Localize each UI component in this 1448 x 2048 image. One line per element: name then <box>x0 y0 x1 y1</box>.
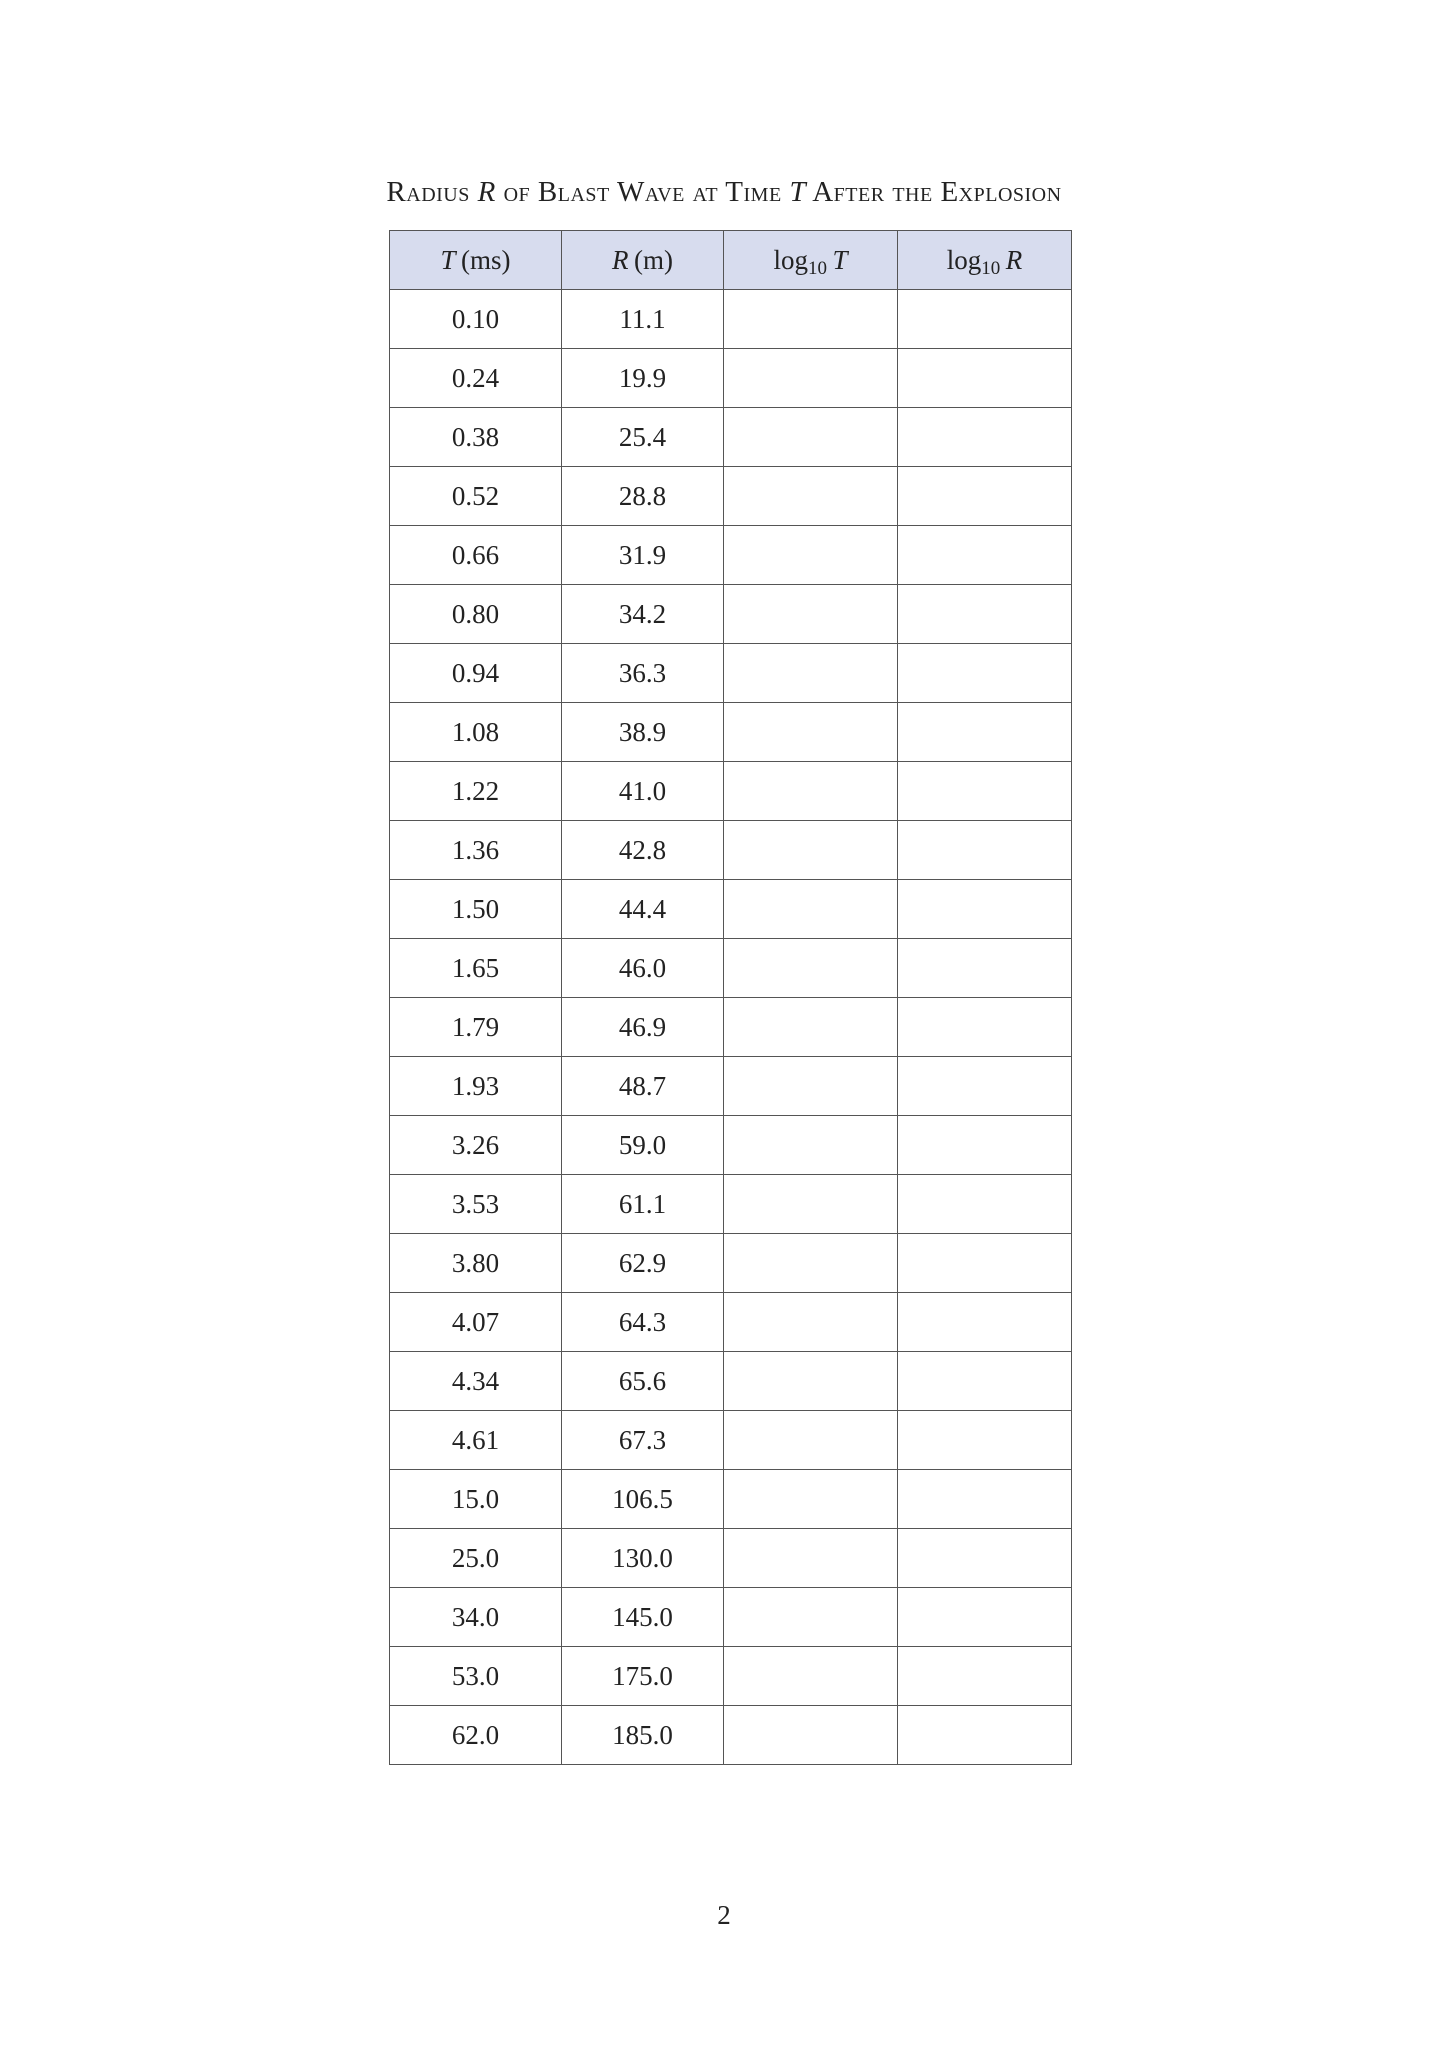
header-r <box>562 231 724 290</box>
cell-log-t[interactable] <box>724 526 898 585</box>
cell-log-t[interactable] <box>724 408 898 467</box>
cell-t: 1.65 <box>390 939 562 998</box>
table-row <box>390 467 1072 526</box>
cell-r: 67.3 <box>562 1411 724 1470</box>
cell-log-r[interactable] <box>898 644 1072 703</box>
cell-r: 19.9 <box>562 349 724 408</box>
cell-t: 1.50 <box>390 880 562 939</box>
table-row <box>390 703 1072 762</box>
cell-log-r[interactable] <box>898 1352 1072 1411</box>
cell-log-t[interactable] <box>724 467 898 526</box>
cell-log-r[interactable] <box>898 998 1072 1057</box>
cell-log-t[interactable] <box>724 703 898 762</box>
table-row <box>390 1234 1072 1293</box>
cell-log-r[interactable] <box>898 1706 1072 1765</box>
cell-log-t[interactable] <box>724 1706 898 1765</box>
cell-r: 65.6 <box>562 1352 724 1411</box>
cell-log-r[interactable] <box>898 1470 1072 1529</box>
cell-log-t[interactable] <box>724 349 898 408</box>
cell-log-t[interactable] <box>724 1647 898 1706</box>
header-log-t-func: log <box>773 244 809 275</box>
cell-t: 0.52 <box>390 467 562 526</box>
cell-log-r[interactable] <box>898 467 1072 526</box>
table-row <box>390 880 1072 939</box>
cell-r: 64.3 <box>562 1293 724 1352</box>
cell-r: 48.7 <box>562 1057 724 1116</box>
cell-r: 185.0 <box>562 1706 724 1765</box>
cell-t: 0.66 <box>390 526 562 585</box>
table-row <box>390 1647 1072 1706</box>
cell-log-r[interactable] <box>898 880 1072 939</box>
cell-log-t[interactable] <box>724 1234 898 1293</box>
cell-t: 3.26 <box>390 1116 562 1175</box>
table-row <box>390 644 1072 703</box>
cell-r: 28.8 <box>562 467 724 526</box>
table-row <box>390 1293 1072 1352</box>
header-t-var: T <box>440 244 456 275</box>
cell-log-t[interactable] <box>724 1293 898 1352</box>
header-t <box>390 231 562 290</box>
cell-t: 4.07 <box>390 1293 562 1352</box>
cell-log-r[interactable] <box>898 762 1072 821</box>
cell-log-r[interactable] <box>898 821 1072 880</box>
cell-log-t[interactable] <box>724 290 898 349</box>
cell-t: 1.22 <box>390 762 562 821</box>
cell-log-t[interactable] <box>724 939 898 998</box>
header-log-r-sub: 10 <box>981 257 1001 279</box>
table-header-row <box>390 231 1072 290</box>
table-row <box>390 939 1072 998</box>
cell-log-r[interactable] <box>898 1411 1072 1470</box>
title-part1: Radius <box>386 176 478 208</box>
page-number: 2 <box>717 1900 731 1930</box>
table-row <box>390 1529 1072 1588</box>
table-row <box>390 1175 1072 1234</box>
table-row <box>390 762 1072 821</box>
cell-t: 1.93 <box>390 1057 562 1116</box>
table-row <box>390 290 1072 349</box>
cell-t: 0.94 <box>390 644 562 703</box>
cell-r: 106.5 <box>562 1470 724 1529</box>
cell-r: 62.9 <box>562 1234 724 1293</box>
header-r-var: R <box>612 244 629 275</box>
cell-r: 36.3 <box>562 644 724 703</box>
cell-r: 130.0 <box>562 1529 724 1588</box>
cell-t: 0.38 <box>390 408 562 467</box>
cell-r: 25.4 <box>562 408 724 467</box>
cell-log-r[interactable] <box>898 1647 1072 1706</box>
cell-log-t[interactable] <box>724 1411 898 1470</box>
cell-log-r[interactable] <box>898 349 1072 408</box>
table-row <box>390 526 1072 585</box>
cell-log-t[interactable] <box>724 1588 898 1647</box>
cell-log-t[interactable] <box>724 1175 898 1234</box>
table-row <box>390 349 1072 408</box>
header-t-unit: (ms) <box>460 244 511 275</box>
table-row <box>390 998 1072 1057</box>
header-log-t-var: T <box>832 244 848 275</box>
cell-log-t[interactable] <box>724 1352 898 1411</box>
cell-t: 1.08 <box>390 703 562 762</box>
cell-log-r[interactable] <box>898 939 1072 998</box>
cell-t: 34.0 <box>390 1588 562 1647</box>
cell-t: 0.24 <box>390 349 562 408</box>
cell-t: 3.53 <box>390 1175 562 1234</box>
cell-r: 46.9 <box>562 998 724 1057</box>
cell-log-t[interactable] <box>724 1470 898 1529</box>
blast-wave-table <box>389 230 1072 1765</box>
cell-log-r[interactable] <box>898 526 1072 585</box>
cell-log-r[interactable] <box>898 585 1072 644</box>
cell-r: 59.0 <box>562 1116 724 1175</box>
table-title <box>0 176 1448 209</box>
cell-log-t[interactable] <box>724 644 898 703</box>
cell-log-t[interactable] <box>724 762 898 821</box>
cell-t: 15.0 <box>390 1470 562 1529</box>
cell-log-r[interactable] <box>898 1234 1072 1293</box>
cell-r: 145.0 <box>562 1588 724 1647</box>
cell-log-r[interactable] <box>898 703 1072 762</box>
cell-log-r[interactable] <box>898 290 1072 349</box>
cell-t: 4.34 <box>390 1352 562 1411</box>
cell-log-t[interactable] <box>724 1116 898 1175</box>
table-row <box>390 1352 1072 1411</box>
cell-r: 31.9 <box>562 526 724 585</box>
table-body <box>390 290 1072 1765</box>
title-part2: of Blast Wave at Time <box>495 176 790 208</box>
header-log-r <box>898 231 1072 290</box>
header-log-r-var: R <box>1005 244 1023 275</box>
cell-t: 53.0 <box>390 1647 562 1706</box>
header-log-r-func: log <box>946 244 982 275</box>
table-row <box>390 1057 1072 1116</box>
cell-log-t[interactable] <box>724 1057 898 1116</box>
table-row <box>390 408 1072 467</box>
cell-log-t[interactable] <box>724 821 898 880</box>
cell-log-t[interactable] <box>724 998 898 1057</box>
cell-r: 41.0 <box>562 762 724 821</box>
table-row <box>390 1470 1072 1529</box>
header-log-t-sub: 10 <box>808 257 828 279</box>
cell-r: 46.0 <box>562 939 724 998</box>
cell-r: 34.2 <box>562 585 724 644</box>
table-row <box>390 1588 1072 1647</box>
cell-r: 44.4 <box>562 880 724 939</box>
cell-log-r[interactable] <box>898 1116 1072 1175</box>
table-row <box>390 1116 1072 1175</box>
table-row <box>390 1706 1072 1765</box>
title-part3: After the Explosion <box>806 176 1062 208</box>
title-var-t: T <box>789 176 807 208</box>
cell-r: 61.1 <box>562 1175 724 1234</box>
cell-t: 1.36 <box>390 821 562 880</box>
table-row <box>390 821 1072 880</box>
title-var-r: R <box>477 176 496 208</box>
cell-log-r[interactable] <box>898 1175 1072 1234</box>
cell-log-t[interactable] <box>724 880 898 939</box>
header-r-unit: (m) <box>633 244 673 275</box>
table-row <box>390 585 1072 644</box>
cell-log-t[interactable] <box>724 585 898 644</box>
table-row <box>390 1411 1072 1470</box>
cell-r: 38.9 <box>562 703 724 762</box>
cell-t: 62.0 <box>390 1706 562 1765</box>
cell-log-r[interactable] <box>898 1529 1072 1588</box>
cell-t: 25.0 <box>390 1529 562 1588</box>
cell-r: 42.8 <box>562 821 724 880</box>
cell-t: 1.79 <box>390 998 562 1057</box>
cell-log-r[interactable] <box>898 408 1072 467</box>
cell-r: 11.1 <box>562 290 724 349</box>
cell-log-r[interactable] <box>898 1588 1072 1647</box>
cell-r: 175.0 <box>562 1647 724 1706</box>
cell-t: 4.61 <box>390 1411 562 1470</box>
cell-log-r[interactable] <box>898 1057 1072 1116</box>
header-log-t <box>724 231 898 290</box>
cell-log-r[interactable] <box>898 1293 1072 1352</box>
cell-t: 0.80 <box>390 585 562 644</box>
cell-t: 0.10 <box>390 290 562 349</box>
cell-log-t[interactable] <box>724 1529 898 1588</box>
cell-t: 3.80 <box>390 1234 562 1293</box>
